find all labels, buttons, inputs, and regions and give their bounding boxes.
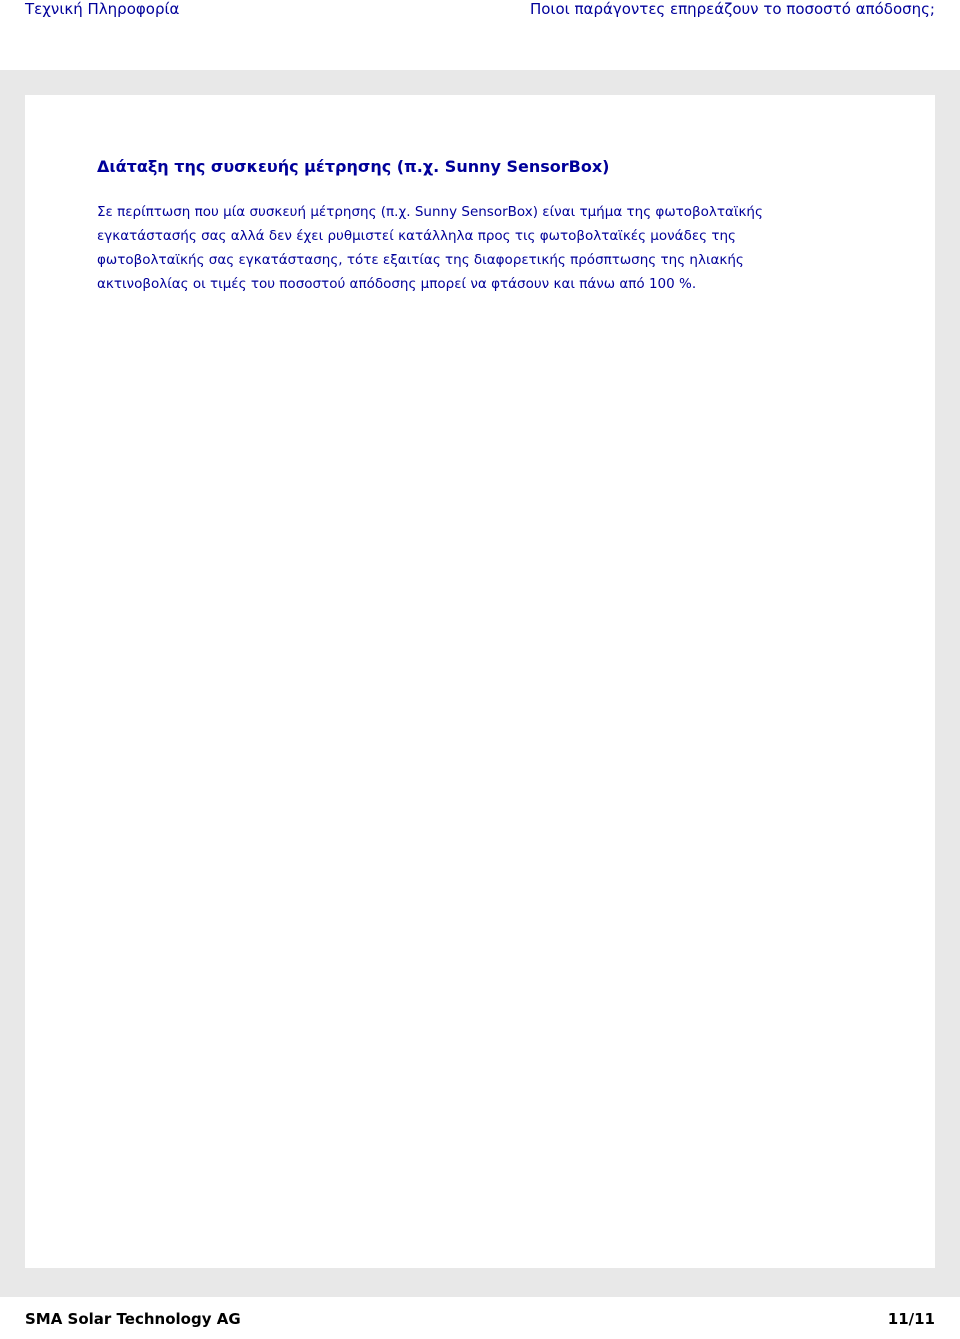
content-panel xyxy=(0,70,960,1297)
page-header xyxy=(0,0,960,30)
document-topic-title: Ποιοι παράγοντες επηρεάζουν το ποσοστό απόδοσης; xyxy=(529,0,935,18)
section-heading: Διάταξη της συσκευής μέτρησης (π.χ. Sunny SensorBox) xyxy=(97,157,610,176)
page-body xyxy=(25,95,935,1268)
document-type-label: Τεχνική Πληροφορία xyxy=(25,0,180,18)
body-paragraph: Σε περίπτωση που μία συσκευή μέτρησης (π.χ. Sunny SensorBox) είναι τμήμα της φωτοβολταϊκής εγκατάστασής σας αλλά δεν έχει ρυθμιστεί κατάλληλα προς τις φωτοβολταϊκές μονάδες της φωτοβολταϊκής σας εγκατάστασης, τότε εξαιτίας της διαφορετικής πρόσπτωσης της ηλιακής ακτινοβολίας οι τιμές του ποσοστού απόδοσης μπορεί να φτάσουν και πάνω από 100 %. xyxy=(97,204,763,292)
company-name: SMA Solar Technology AG xyxy=(25,1310,241,1328)
page-footer xyxy=(0,1310,960,1339)
page-number: 11/11 xyxy=(887,1310,935,1328)
